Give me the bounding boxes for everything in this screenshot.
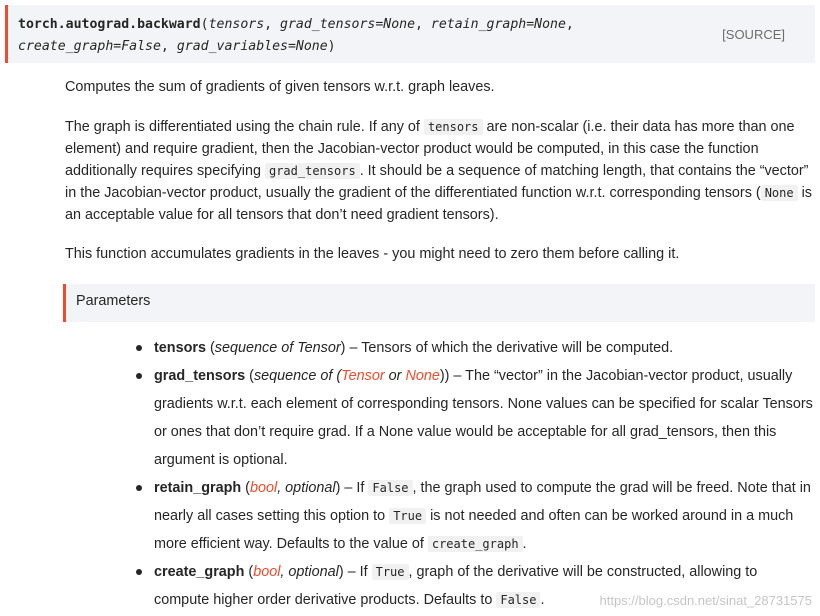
param-type: , optional [277,480,336,496]
text-span: ) [338,564,344,580]
source-link[interactable]: [SOURCE] [722,27,785,42]
function-name: torch.autograd.backward [18,17,201,32]
text-span: is an acceptable value for all tensors that don’t need gradient tensors). [65,185,813,223]
param-type: , optional [280,564,339,580]
text-span: ) [335,480,341,496]
param-grad-tensors [136,362,814,474]
param-type: sequence of ( [253,368,342,384]
text-span: The graph is differentiated using the chain rule. If any of [65,119,424,135]
none-link[interactable]: None [405,368,440,384]
tensor-link[interactable]: Tensor [341,368,385,384]
code-create-graph: create_graph [428,536,523,552]
intro-paragraph-1: Computes the sum of gradients of given tensors w.r.t. graph leaves. [65,79,495,95]
bool-link[interactable]: bool [253,564,281,580]
param-desc: – Tensors of which the derivative will be computed. [345,340,674,356]
text-span: – If [343,564,372,580]
text-span: or [384,368,406,384]
intro-paragraph-2 [65,116,813,226]
intro-paragraph-3: This function accumulates gradients in the leaves - you might need to zero them before calling it. [65,246,680,262]
text-span: is not needed and often can be worked around in a much more efficient way. Defaults to the value of [154,508,794,552]
param-type: sequence of Tensor [214,340,341,356]
parameters-list [136,334,814,614]
arg-tensors: tensors [208,17,265,32]
text-span: ) [340,340,346,356]
arg-grad-variables: grad_variables=None [176,39,328,54]
text-span: , the graph used to compute the grad will be freed. Note that in nearly all cases setting this option to [154,480,811,524]
text-span: . [540,592,545,608]
text-span: – If [340,480,369,496]
code-true: True [389,508,426,524]
text-span: . It should be a sequence of matching length, that contains the “vector” in the Jacobian-vector product, usually the gradient of the differentiated function w.r.t. corresponding tensors ( [65,163,809,201]
param-desc: – The “vector” in the Jacobian-vector product, usually gradients w.r.t. each element of corresponding tensors. None values can be specified for scalar Tensors or ones that don’t require grad. If a None value would be acceptable for all grad_tensors, then this argument is optional. [154,368,813,468]
param-name: create_graph [154,564,245,580]
text-span: , graph of the derivative will be constructed, allowing to compute higher order derivative products. Defaults to [154,564,758,608]
bool-link[interactable]: bool [249,480,278,496]
signature-line-2: create_graph=False, grad_variables=None) [18,39,336,54]
signature-line-1: torch.autograd.backward(tensors, grad_tensors=None, retain_graph=None, [18,17,574,32]
arg-grad-tensors: grad_tensors=None [280,17,416,32]
open-paren: ( [200,17,209,32]
arg-retain-graph: retain_graph=None [430,17,566,32]
text-span: . [522,536,527,552]
param-tensors [136,334,814,362]
param-name: grad_tensors [154,368,246,384]
watermark: https://blog.csdn.net/sinat_28731575 [599,593,812,608]
param-retain-graph [136,474,814,558]
code-false: False [496,592,540,608]
function-signature [5,5,815,63]
code-tensors: tensors [424,119,483,135]
arg-create-graph: create_graph=False [18,39,161,54]
text-span: ( [205,340,215,356]
parameters-heading: Parameters [63,284,815,322]
code-false: False [368,480,412,496]
text-span: are non-scalar (i.e. their data has more than one element) and require gradient, then the Jacobian-vector product would be computed, in this case the function additionally requires specifying [65,119,795,179]
param-name: tensors [154,340,206,356]
code-grad-tensors: grad_tensors [265,163,360,179]
text-span: ( [244,564,254,580]
code-true: True [372,564,409,580]
text-span: ( [245,368,254,384]
close-paren: ) [327,39,336,54]
code-none: None [761,185,798,201]
text-span: ( [241,480,250,496]
param-name: retain_graph [154,480,242,496]
text-span: )) [439,368,450,384]
